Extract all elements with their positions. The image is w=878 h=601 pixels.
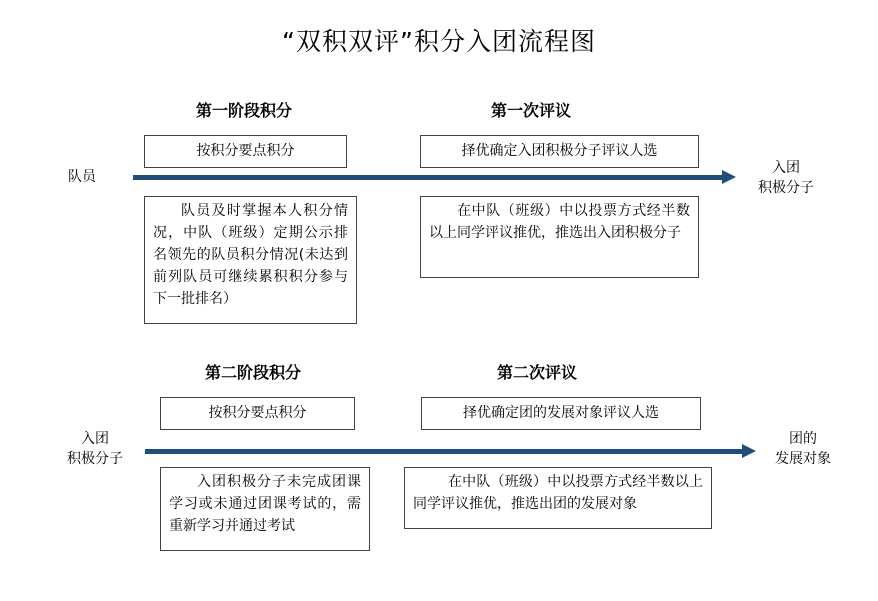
stage2-detail-box: 入团积极分子未完成团课学习或未通过团课考试的，需重新学习并通过考试 (160, 467, 370, 551)
row1-flow-arrow-line (133, 175, 722, 180)
row2-start-label (50, 429, 140, 469)
row1-arrow-head-icon (722, 170, 736, 184)
stage1-detail-box: 队员及时掌握本人积分情况，中队（班级）定期公示排名领先的队员积分情况(未达到前列队员可继续累积积分参与下一批排名） (144, 196, 357, 324)
stage1-points-box: 按积分要点积分 (144, 135, 347, 168)
eval1-candidate-box: 择优确定入团积极分子评议人选 (420, 135, 699, 168)
row1-end-label-line1: 入团 (772, 160, 800, 176)
row1-start-label: 队员 (68, 169, 96, 185)
row1-end-label-line2: 积极分子 (758, 180, 814, 196)
row2-end-label-line1: 团的 (789, 431, 817, 447)
row2-flow-arrow-line (145, 449, 742, 454)
row2-end-label-line2: 发展对象 (775, 451, 831, 467)
stage2-points-box: 按积分要点积分 (160, 397, 355, 430)
diagram-title: “双积双评”积分入团流程图 (282, 27, 596, 56)
eval2-candidate-box: 择优确定团的发展对象评议人选 (421, 397, 701, 430)
eval1-detail-box: 在中队（班级）中以投票方式经半数以上同学评议推优，推选出入团积极分子 (420, 196, 699, 278)
stage2-heading: 第二阶段积分 (205, 363, 302, 382)
eval2-heading: 第二次评议 (497, 363, 578, 382)
row2-end-label (758, 429, 848, 469)
row2-start-label-line1: 入团 (81, 431, 109, 447)
row1-end-label (741, 158, 831, 198)
row2-start-label-line2: 积极分子 (67, 451, 123, 467)
stage1-heading: 第一阶段积分 (196, 101, 293, 120)
eval2-detail-box: 在中队（班级）中以投票方式经半数以上同学评议推优，推选出团的发展对象 (404, 467, 712, 529)
eval1-heading: 第一次评议 (491, 101, 572, 120)
row2-arrow-head-icon (742, 444, 756, 458)
